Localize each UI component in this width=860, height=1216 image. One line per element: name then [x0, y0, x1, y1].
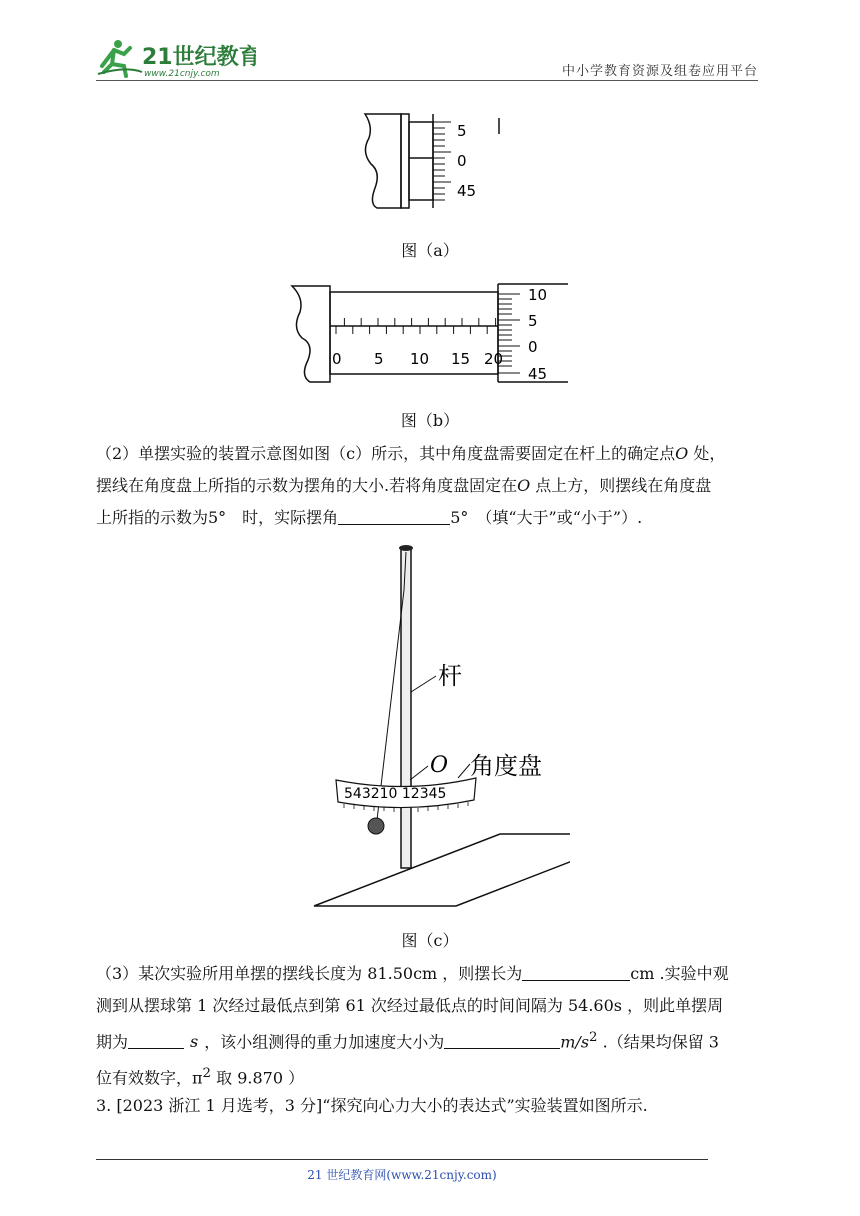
dial-label: 角度盘 [470, 752, 542, 780]
figure-a-micrometer [355, 108, 505, 218]
q2-text: 上所指的示数为5° 时，实际摆角 [96, 508, 339, 527]
answer-blank-length[interactable] [522, 962, 630, 981]
rod [401, 548, 411, 868]
fig-b-thimble-tick-label: 5 [528, 312, 538, 330]
dial-label-leader [458, 764, 470, 778]
rod-label: 杆 [438, 662, 462, 690]
point-o-figure-label: O [430, 753, 449, 778]
q3-text: cm .实验中观 [630, 964, 729, 983]
answer-blank-period[interactable] [128, 1030, 184, 1049]
q3-text: （3）某次实验所用单摆的摆线长度为 81.50cm ，则摆长为 [96, 964, 523, 983]
q2-line-3 [96, 502, 766, 534]
header-divider [96, 80, 758, 81]
q2-text: 5° （填“大于”或“小于”）. [450, 508, 643, 527]
pi-exponent: 2 [202, 1066, 212, 1082]
fig-b-main-tick-label: 5 [374, 350, 384, 368]
fig-b-thimble-tick-label: 10 [528, 286, 548, 304]
fig-b-main-tick-label: 20 [484, 350, 504, 368]
q2-text: （2）单摆实验的装置示意图如图（c）所示，其中角度盘需要固定在杆上的确定点 [96, 444, 676, 463]
pendulum-bob [368, 818, 384, 834]
q3-text: 位有效数字，π [96, 1068, 203, 1088]
fig-a-tick-label: 0 [457, 152, 467, 170]
unit-exponent: 2 [589, 1030, 598, 1045]
q2-text: 点上方，则摆线在角度盘 [530, 476, 712, 495]
unit-seconds: s [190, 1032, 199, 1052]
answer-blank-angle[interactable] [338, 506, 450, 525]
question-next: 3. [2023 浙江 1 月选考，3 分]“探究向心力大小的表达式”实验装置如图所示. [96, 1096, 648, 1115]
base-plane [314, 834, 570, 906]
figure-b-caption: 图（b） [400, 411, 460, 430]
rod-label-leader [411, 676, 436, 692]
site-logo [96, 36, 256, 80]
q3-text: 期为 [96, 1032, 129, 1052]
fig-b-main-tick-label: 10 [410, 350, 430, 368]
dial-scale-text: 543210 12345 [344, 786, 447, 802]
q3-text: ，该小组测得的重力加速度大小为 [204, 1032, 445, 1052]
header-platform-text: 中小学教育资源及组卷应用平台 [561, 64, 758, 79]
figure-c-pendulum [310, 542, 570, 914]
footer-link[interactable]: 21 世纪教育网(www.21cnjy.com) [307, 1168, 497, 1182]
q3-text: .（结果均保留 3 [597, 1032, 719, 1052]
logo-text: 21世纪教育 [142, 45, 256, 70]
runner-logo-icon [96, 36, 256, 80]
point-o-label: O [517, 476, 531, 495]
fig-b-thimble-tick-label: 0 [528, 338, 538, 356]
fig-b-main-tick-label: 15 [451, 350, 471, 368]
fig-b-thimble-tick-label: 45 [528, 365, 548, 383]
figure-b-micrometer [286, 278, 576, 386]
q2-text: 处， [688, 444, 726, 463]
q3-text: 取 9.870 ） [211, 1068, 305, 1088]
answer-blank-gravity[interactable] [444, 1030, 560, 1049]
q3-text: 测到从摆球第 1 次经过最低点到第 61 次经过最低点的时间间隔为 54.60s ，则此单摆周 [96, 996, 724, 1015]
unit-acceleration: m/s [560, 1032, 590, 1052]
q3-line-3 [96, 1022, 766, 1058]
q2-text: 摆线在角度盘上所指的示数为摆角的大小.若将角度盘固定在 [96, 476, 518, 495]
fig-b-main-tick-label: 0 [332, 350, 342, 368]
point-o-leader [410, 766, 428, 780]
question-2 [96, 438, 766, 534]
point-o-label: O [675, 444, 689, 463]
q3-line-2 [96, 990, 766, 1022]
fig-a-tick-label: 5 [457, 122, 467, 140]
q2-line-2 [96, 470, 766, 502]
footer-divider [96, 1159, 708, 1160]
figure-a-caption: 图（a） [401, 241, 459, 260]
question-3 [96, 958, 766, 1095]
rod-top [399, 545, 413, 551]
logo-url: www.21cnjy.com [144, 69, 220, 79]
q2-line-1 [96, 438, 766, 470]
q3-line-1 [96, 958, 766, 990]
figure-c-caption: 图（c） [401, 931, 459, 950]
fig-a-tick-label: 45 [457, 182, 477, 200]
